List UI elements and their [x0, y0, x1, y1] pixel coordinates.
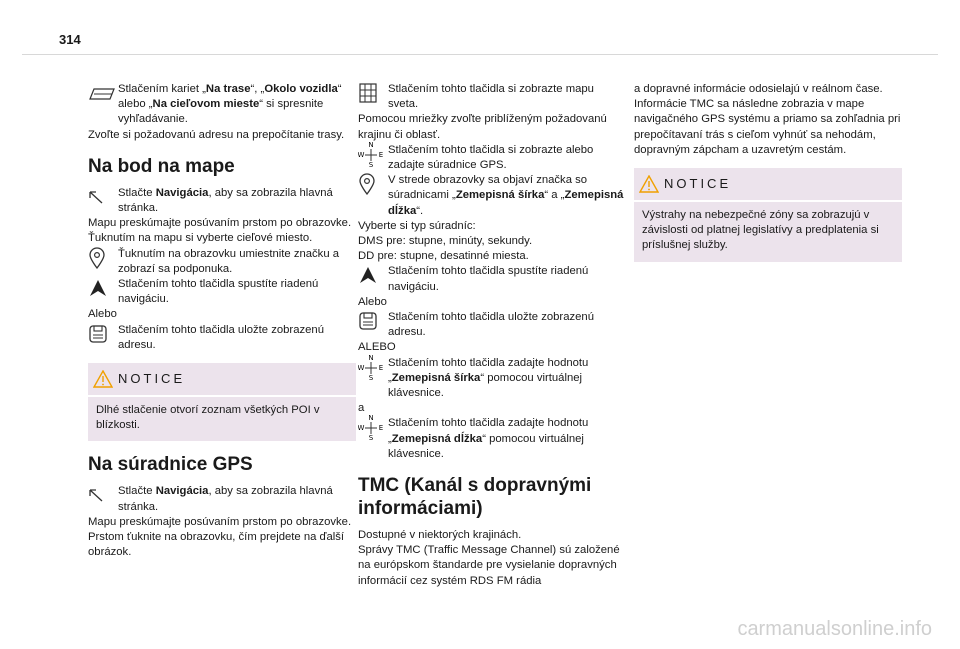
paragraph: ALEBO: [358, 341, 396, 354]
column-1: [88, 82, 356, 560]
start-navigation-step: [358, 264, 626, 294]
section-heading-tmc: TMC (Kanál s dopravnými informáciami): [358, 475, 592, 520]
paragraph: Správy TMC (Traffic Message Channel) sú založené na európskom štandarde pre vysielanie dopravných informácií cez systém RDS FM rádia: [358, 544, 620, 587]
svg-text:N: N: [368, 140, 374, 149]
navigation-step-text: Stlačte Navigácia, aby sa zobrazila hlavná stránka.: [118, 485, 333, 513]
save-step: [88, 323, 356, 353]
save-step: [358, 310, 626, 340]
world-map-icon: [358, 82, 388, 104]
paragraph: Prstom ťuknite na obrazovku, čím prejdete na ďalší obrázok.: [88, 531, 345, 559]
navigation-step-2: [88, 484, 356, 514]
save-icon: [358, 310, 388, 332]
longitude-step: [358, 416, 626, 462]
svg-text:E: E: [378, 363, 384, 372]
paragraph: Vyberte si typ súradníc:: [358, 219, 476, 232]
watermark: carmanualsonline.info: [737, 618, 932, 640]
start-navigation-icon: [358, 264, 388, 286]
marker-step-text: V strede obrazovky sa objaví značka so súradnicami „Zemepisná šírka“ a „Zemepisná dĺžka“.: [388, 174, 624, 217]
latitude-step: [358, 353, 626, 402]
column-2: [358, 82, 626, 589]
paragraph: a: [358, 402, 365, 415]
save-icon: [88, 323, 118, 345]
tabs-filter-text: Stlačením kariet „Na trase“, „Okolo vozidla“ alebo „Na cieľovom mieste“ si spresnite vyhľadávanie.: [118, 83, 342, 126]
world-map-text: Stlačením tohto tlačidla si zobrazte mapu sveta.: [388, 83, 594, 111]
svg-text:E: E: [378, 424, 384, 433]
svg-text:S: S: [368, 434, 374, 442]
navigation-arrow-icon: [88, 186, 118, 208]
svg-text:N: N: [368, 414, 374, 423]
start-navigation-text: Stlačením tohto tlačidla spustíte riadenú navigáciu.: [388, 265, 589, 293]
svg-text:N: N: [368, 353, 374, 362]
navigation-step-text: Stlačte Navigácia, aby sa zobrazila hlavná stránka.: [118, 186, 333, 215]
paragraph: Zvoľte si požadovanú adresu na prepočítanie trasy.: [88, 128, 345, 141]
longitude-step-text: Stlačením tohto tlačidla zadajte hodnotu „Zemepisná dĺžka“ pomocou virtuálnej klávesnice.: [388, 417, 589, 460]
paragraph: Pomocou mriežky zvoľte priblíženým požadovanú krajinu či oblasť.: [358, 113, 607, 141]
marker-step: [358, 173, 626, 219]
notice-box: [634, 168, 902, 262]
start-navigation-icon: [88, 277, 118, 299]
save-step-text: Stlačením tohto tlačidla uložte zobrazenú adresu.: [118, 323, 324, 351]
compass-icon: [358, 140, 388, 168]
latitude-step-text: Stlačením tohto tlačidla zadajte hodnotu „Zemepisná šírka“ pomocou virtuálnej klávesnice.: [388, 356, 589, 400]
paragraph: Mapu preskúmajte posúvaním prstom po obrazovke.: [88, 217, 352, 230]
map-pin-icon: [358, 173, 388, 195]
gps-step: [358, 140, 626, 173]
section-heading-gps: Na súradnice GPS: [88, 454, 253, 476]
svg-text:S: S: [368, 373, 374, 381]
page-number: 314: [59, 32, 81, 47]
tabs-filter-step: [88, 82, 356, 128]
paragraph: Ťuknutím na mapu si vyberte cieľové miesto.: [88, 232, 313, 245]
save-step-text: Stlačením tohto tlačidla uložte zobrazenú adresu.: [388, 311, 594, 339]
start-navigation-step: [88, 277, 356, 307]
header-divider: [22, 54, 938, 55]
compass-icon: [358, 414, 388, 442]
warning-icon: [634, 175, 664, 193]
notice-title: NOTICE: [118, 371, 186, 387]
paragraph: Dostupné v niektorých krajinách.: [358, 529, 522, 542]
start-navigation-text: Stlačením tohto tlačidla spustíte riadenú navigáciu.: [118, 278, 319, 306]
paragraph: Mapu preskúmajte posúvaním prstom po obrazovke.: [88, 515, 352, 528]
notice-box: [88, 363, 356, 441]
notice-title: NOTICE: [664, 176, 732, 192]
svg-text:E: E: [378, 150, 384, 159]
navigation-arrow-icon: [88, 484, 118, 506]
paragraph: DMS pre: stupne, minúty, sekundy.: [358, 235, 533, 248]
paragraph: Informácie TMC sa následne zobrazia v mape navigačného GPS systému a priamo sa zohľadnia pri prepočítavaní trás s cieľom vyhnúť sa nehodám, dopravným zápcham a uzavretým cestám.: [634, 98, 901, 156]
column-3: [634, 82, 902, 274]
map-pin-icon: [88, 247, 118, 269]
compass-icon: [358, 353, 388, 381]
navigation-step: [88, 186, 356, 216]
svg-text:W: W: [358, 424, 365, 433]
svg-text:W: W: [358, 363, 365, 372]
pin-step: [88, 247, 356, 277]
world-map-step: [358, 82, 626, 112]
svg-text:W: W: [358, 150, 365, 159]
svg-text:S: S: [368, 160, 374, 168]
notice-text: Výstrahy na nebezpečné zóny sa zobrazujú v závislosti od platnej legislatívy a predplatenia si príslušnej služby.: [642, 209, 879, 252]
paragraph: Alebo: [358, 295, 387, 308]
tabs-icon: [88, 82, 118, 104]
section-heading-map-point: Na bod na mape: [88, 155, 235, 177]
warning-icon: [88, 370, 118, 388]
notice-text: Dlhé stlačenie otvorí zoznam všetkých POI v blízkosti.: [96, 404, 320, 432]
paragraph: a dopravné informácie odosielajú v reálnom čase.: [634, 83, 883, 95]
paragraph: Alebo: [88, 308, 117, 321]
pin-step-text: Ťuknutím na obrazovku umiestnite značku a zobrazí sa podponuka.: [118, 247, 340, 275]
gps-step-text: Stlačením tohto tlačidla si zobrazte alebo zadajte súradnice GPS.: [388, 143, 594, 172]
paragraph: DD pre: stupne, desatinné miesta.: [358, 250, 529, 263]
